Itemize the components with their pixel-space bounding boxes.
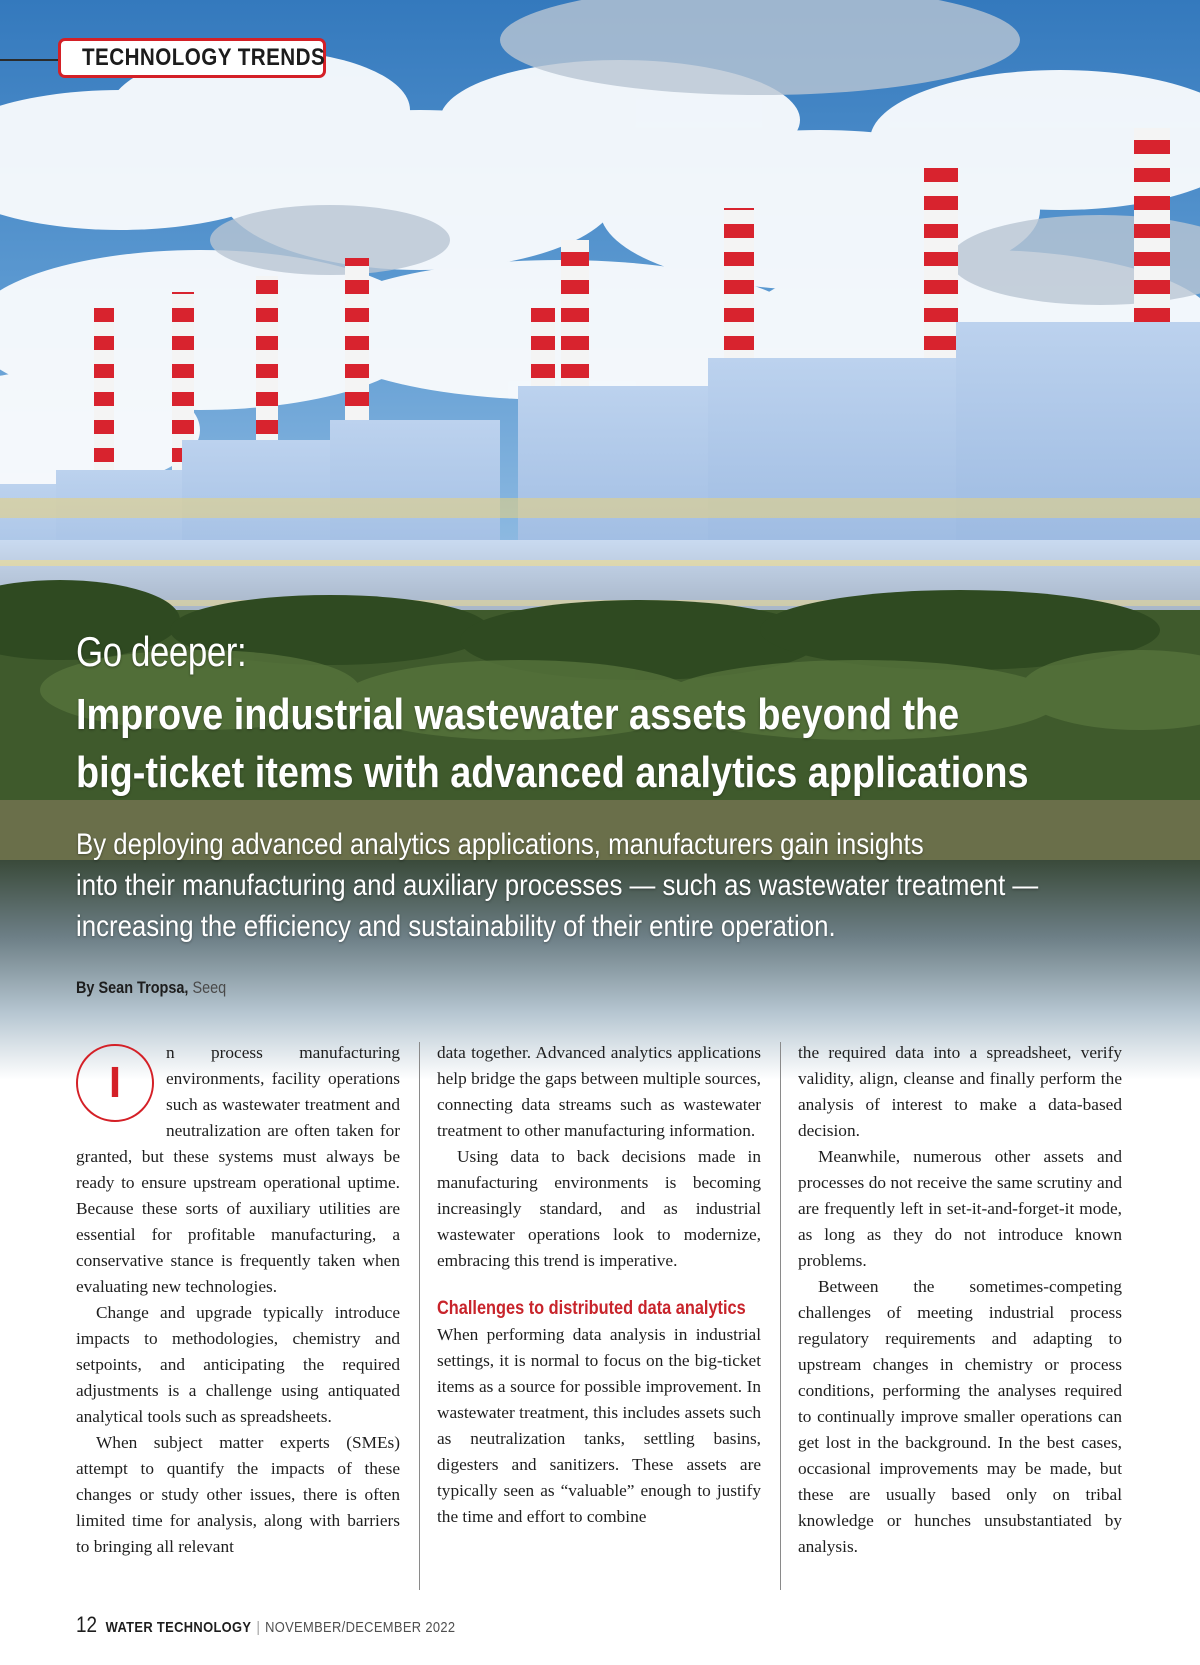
paragraph: n process manufacturing environments, facility operations such as wastewater treatment and neutralization are often taken for granted, but these systems must always be ready to ensure upstream operational uptime. Because these sorts of auxiliary utilities are essential for profitable manufacturing, a conservative stance is frequently taken when evaluating new technologies. — [76, 1043, 400, 1296]
section-tag-label: TECHNOLOGY TRENDS — [82, 44, 326, 71]
paragraph: When subject matter experts (SMEs) attempt to quantify the impacts of these changes or study other issues, there is often limited time for analysis, along with barriers to bringing all relevant — [76, 1433, 400, 1556]
paragraph: Between the sometimes-competing challenges of meeting industrial process regulatory requirements and adapting to upstream changes in chemistry or process conditions, performing the analyses required to continually improve smaller operations can get lost in the background. In the best cases, occasional improvements may be made, but these are usually based only on tribal knowledge or hunches unsubstantiated by analysis. — [798, 1277, 1122, 1556]
deck-line-2: into their manufacturing and auxiliary processes — such as wastewater treatment — — [76, 869, 1039, 902]
paragraph: the required data into a spreadsheet, verify validity, align, cleanse and finally perform the analysis of interest to make a data-based decision. — [798, 1043, 1122, 1140]
article-column-3 — [798, 1040, 1122, 1560]
headline-title-line-1: Improve industrial wastewater assets beyond the — [76, 690, 960, 739]
byline-author: By Sean Tropsa, — [76, 978, 189, 997]
page-number: 12 — [76, 1612, 98, 1637]
paragraph: Using data to back decisions made in manufacturing environments is becoming increasingly standard, and as industrial wastewater operations look to modernize, embracing this trend is imperative. — [437, 1147, 761, 1270]
page-footer — [76, 1612, 455, 1638]
paragraph: Meanwhile, numerous other assets and processes do not receive the same scrutiny and are frequently left in set-it-and-forget-it mode, as long as they do not introduce known problems. — [798, 1147, 1122, 1270]
deck-line-3: increasing the efficiency and sustainability of their entire operation. — [76, 910, 836, 943]
subhead: Challenges to distributed data analytics — [437, 1298, 746, 1319]
section-tag — [58, 38, 326, 78]
byline — [76, 978, 226, 998]
headline-kicker: Go deeper: — [76, 628, 247, 675]
publication-name: WATER TECHNOLOGY — [105, 1619, 252, 1636]
drop-cap — [76, 1044, 154, 1122]
byline-organization: Seeq — [192, 978, 227, 997]
drop-cap-letter: I — [108, 1058, 122, 1107]
paragraph: data together. Advanced analytics applications help bridge the gaps between multiple sources, connecting data streams such as wastewater treatment to other manufacturing information. — [437, 1043, 761, 1140]
issue-date: NOVEMBER/DECEMBER 2022 — [265, 1619, 456, 1636]
article-column-2 — [437, 1040, 761, 1530]
footer-separator: | — [256, 1619, 260, 1636]
deck-line-1: By deploying advanced analytics applications, manufacturers gain insights — [76, 828, 924, 861]
article-column-1 — [76, 1040, 400, 1560]
section-tag-rule — [0, 59, 62, 61]
paragraph: When performing data analysis in industrial settings, it is normal to focus on the big-ticket items as a source for possible improvement. In wastewater treatment, this includes assets such as neutralization tanks, settling basins, digesters and sanitizers. These assets are typically seen as “valuable” enough to justify the time and effort to combine — [437, 1325, 761, 1526]
column-rule — [780, 1042, 781, 1590]
column-rule — [419, 1042, 420, 1590]
paragraph: Change and upgrade typically introduce impacts to methodologies, chemistry and setpoints, and anticipating the required adjustments is a challenge using antiquated analytical tools such as spreadsheets. — [76, 1303, 400, 1426]
headline-title-line-2: big-ticket items with advanced analytics applications — [76, 748, 1029, 797]
